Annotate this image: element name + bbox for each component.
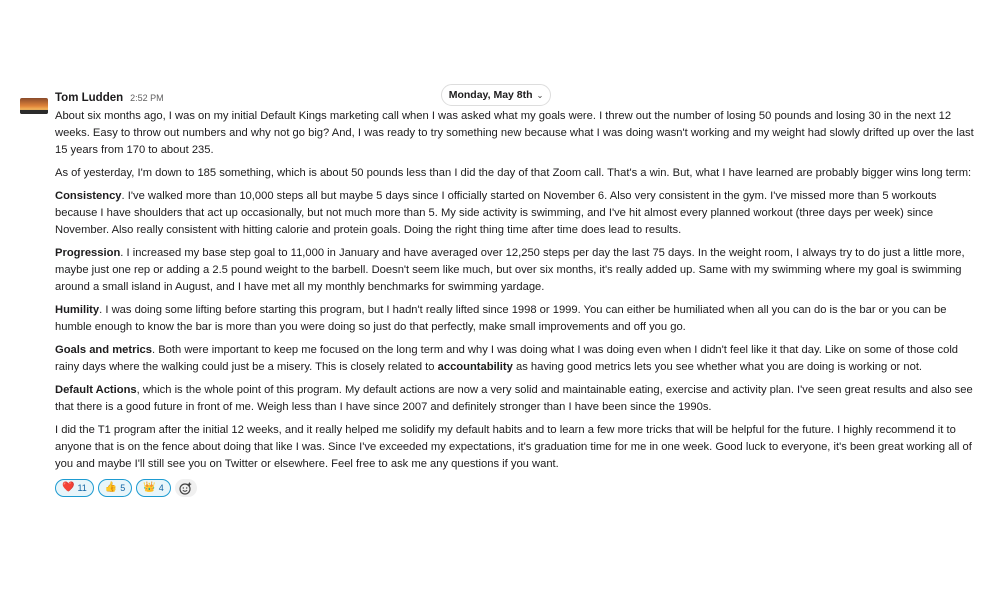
paragraph-5-text: . I was doing some lifting before starting this program, but I hadn't really lifted since 1998 or 1999. You can either be humiliated when all you can do is the bar or you can be humble enough to know the bar is more than you were doing so just do that perfectly, make small improvements and off you go. [55,304,947,333]
add-emoji-icon [179,482,192,495]
message-body [55,108,975,473]
paragraph-7-text: , which is the whole point of this program. My default actions are now a very solid and maintainable eating, exercise and activity plan. I've seen great results and also see that there is a good future in front of me. Weigh less than I have since 2007 and definitely stronger than I have been since the 1990s. [55,384,973,413]
paragraph-8: I did the T1 program after the initial 12 weeks, and it really helped me solidify my default habits and to learn a few more tricks that will be helpful for the future. I highly recommend it to anyone that is on the fence about doing that like I was. Since I've exceeded my expectations, it's graduation time for me in one week. Good luck to everyone, it's been great working all of you and maybe I'll still see you on Twitter or elsewhere. Feel free to ask me any questions if you want. [55,424,972,470]
paragraph-4-text: . I increased my base step goal to 11,000 in January and have averaged over 12,250 steps per day the last 75 days. In the weight room, I always try to do just a little more, maybe just one rep or adding a 2.5 pound weight to the barbell. Doesn't seem like much, but over six months, it's really added up. Same with my swimming where my goal is swimming around a small island in August, and I have met all my monthly benchmarks for swimming yardage. [55,247,965,293]
reactions-bar [55,479,975,497]
crown-icon: 👑 [143,482,156,493]
bold-goals-metrics: Goals and metrics [55,344,152,356]
reaction-crown[interactable] [136,479,170,497]
reaction-count: 11 [77,483,87,493]
paragraph-1: About six months ago, I was on my initial Default Kings marketing call when I was asked what my goals were. I threw out the number of losing 50 pounds and losing 30 in the next 12 weeks. Easy to throw out numbers and why not go big? And, I was ready to try something new because what I was doing wasn't working and my weight had slowly drifted up over the last 15 years from 170 to about 235. [55,110,974,156]
reaction-heart[interactable] [55,479,94,497]
author-name[interactable]: Tom Ludden [55,92,124,104]
message-timestamp[interactable]: 2:52 PM [130,93,164,103]
avatar[interactable] [20,98,48,114]
bold-humility: Humility [55,304,100,316]
chevron-down-icon: ⌄ [536,90,544,100]
paragraph-5 [55,302,975,336]
paragraph-6 [55,342,975,376]
bold-consistency: Consistency [55,190,122,202]
reaction-thumbs-up[interactable] [98,479,132,497]
bold-progression: Progression [55,247,121,259]
add-reaction-button[interactable] [175,479,197,497]
paragraph-6-text-b: as having good metrics lets you see whether what you are doing is working or not. [512,361,923,373]
reaction-count: 4 [158,483,164,493]
paragraph-3-text: . I've walked more than 10,000 steps all but maybe 5 days since I officially started on November 6. Also very consistent in the gym. I've missed more than 5 workouts because I have shoulders that act up occasionally, but not much more than 5. My side activity is swimming, and I've hit almost every planned workout (three days per week) since November. Also really consistent with hitting calorie and protein goals. Doing the right thing time after time does lead to results. [55,190,937,236]
heart-icon: ❤️ [62,482,75,493]
paragraph-4 [55,245,975,296]
date-divider-label: Monday, May 8th [448,89,533,101]
paragraph-2: As of yesterday, I'm down to 185 something, which is about 50 pounds less than I did the day of that Zoom call. That's a win. But, what I have learned are probably bigger wins long term: [55,167,972,179]
avatar-image [20,98,48,114]
message-header [55,92,975,108]
bold-default-actions: Default Actions [55,384,137,396]
paragraph-3 [55,188,975,239]
paragraph-7 [55,382,975,416]
thumbs-up-icon: 👍 [104,482,118,493]
message [55,92,975,497]
bold-accountability: accountability [437,361,513,373]
paragraph-6-text-a: . Both were important to keep me focused on the long term and why I was doing what I was doing even when I didn't feel like it that day. Like on some of those cold rainy days where the walking could just be a misery. This is closely related to [55,344,959,373]
reaction-count: 5 [120,483,126,493]
